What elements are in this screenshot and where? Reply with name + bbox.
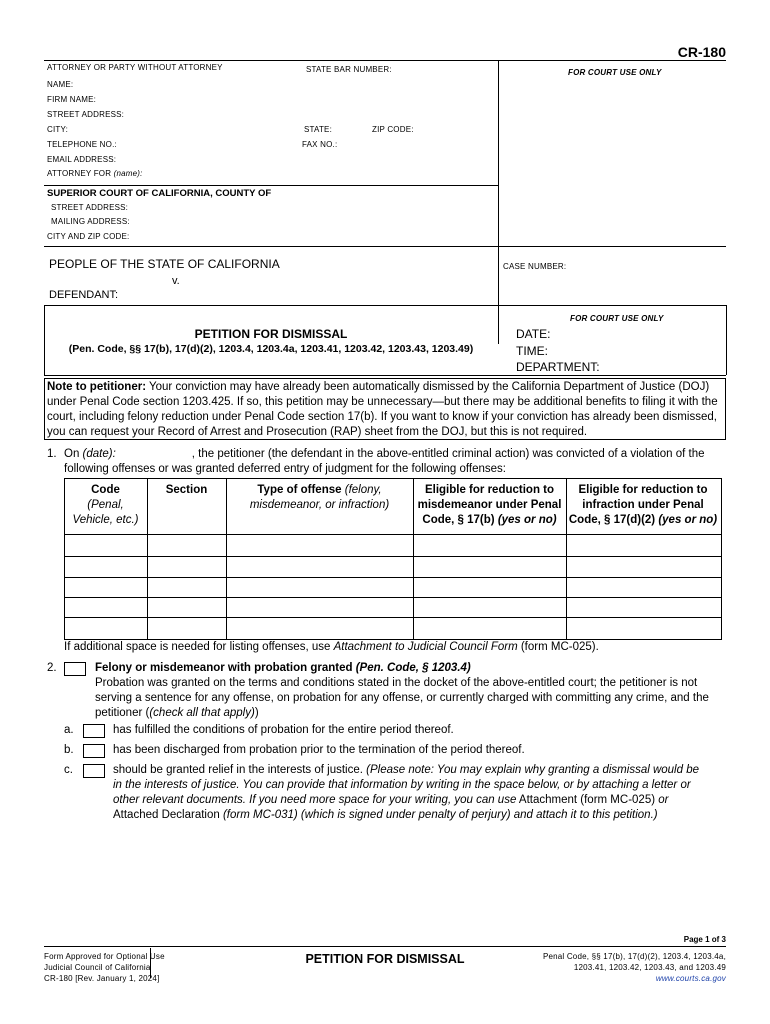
courts-link[interactable]: www.courts.ca.gov xyxy=(655,974,726,983)
item2c-checkbox[interactable] xyxy=(83,764,105,778)
petition-title: PETITION FOR DISMISSAL xyxy=(194,327,348,341)
court-use-only-label-2: FOR COURT USE ONLY xyxy=(570,314,664,323)
footer-title: PETITION FOR DISMISSAL xyxy=(305,952,465,966)
table-header-section: Section xyxy=(165,484,208,496)
explanation-area[interactable] xyxy=(113,826,723,926)
court-use-only-label: FOR COURT USE ONLY xyxy=(568,68,662,77)
attorney-court-divider xyxy=(44,185,499,186)
table-row[interactable] xyxy=(65,618,720,638)
item2b-checkbox[interactable] xyxy=(83,744,105,758)
defendant-label[interactable]: DEFENDANT: xyxy=(49,289,119,301)
table-header-17d2: Eligible for reduction to infraction under Penal Code, § 17(d)(2) (yes or no) xyxy=(568,484,718,526)
footer-left: Form Approved for Optional Use Judicial Council of California CR-180 [Rev. January 1, 2024] xyxy=(44,952,165,983)
item2b-label: b. xyxy=(64,744,74,756)
table-row[interactable] xyxy=(65,557,720,577)
footer-right: Penal Code, §§ 17(b), 17(d)(2), 1203.4, 1203.4a, 1203.41, 1203.42, 1203.43, and 1203.49 www.courts.ca.gov xyxy=(542,952,726,983)
item2-number: 2. xyxy=(47,662,57,674)
item2a-checkbox[interactable] xyxy=(83,724,105,738)
page-number: Page 1 of 3 xyxy=(683,935,726,944)
petition-box-bottom xyxy=(44,375,726,376)
item2-p2: serving a sentence for any offense, on probation for any offense, or currently charged with committing any crime, and the xyxy=(95,692,709,704)
firm-name-label[interactable]: FIRM NAME: xyxy=(47,95,97,104)
state-bar-label: STATE BAR NUMBER: xyxy=(306,65,392,74)
item2-p1: Probation was granted on the terms and conditions stated in the docket of the above-entitled court; the petitioner is not xyxy=(95,677,698,689)
note-lead: Note to petitioner: xyxy=(47,381,147,393)
table-row[interactable] xyxy=(65,578,720,597)
court-case-divider xyxy=(44,246,726,247)
petition-codes: (Pen. Code, §§ 17(b), 17(d)(2), 1203.4, 1203.4a, 1203.41, 1203.42, 1203.43, 1203.49) xyxy=(68,343,474,355)
table-header-type: Type of offense (felony, misdemeanor, or infraction) xyxy=(249,484,390,511)
zip-label[interactable]: ZIP CODE: xyxy=(372,125,414,134)
header-top-rule xyxy=(44,60,726,61)
item2-checkbox[interactable] xyxy=(64,662,86,676)
item1-text: On (date): , the petitioner (the defendant in the above-entitled criminal action) was convicted of a violation of the xyxy=(64,448,705,460)
people-label: PEOPLE OF THE STATE OF CALIFORNIA xyxy=(49,257,280,271)
item1-line2: following offenses or was granted deferred entry of judgment for the following offenses: xyxy=(64,463,506,475)
name-label[interactable]: NAME: xyxy=(47,80,74,89)
item2c-text: should be granted relief in the interests of justice. (Please note: You may explain why granting a dismissal would be in the interests of justice. You can provide that information by writing in the space below, or by attaching a letter or other relevant documents. If you need more space for your writing, you can use Attachment (form MC-025) or Attached Declaration (form MC-031) (which is signed under penalty of perjury) and attach it to this petition.) xyxy=(113,764,699,821)
item1-number: 1. xyxy=(47,448,57,460)
table-row[interactable] xyxy=(65,598,720,617)
attorney-label: ATTORNEY OR PARTY WITHOUT ATTORNEY xyxy=(47,63,223,72)
item2b-text: has been discharged from probation prior to the termination of the period thereof. xyxy=(113,744,525,756)
time-label[interactable]: TIME: xyxy=(516,344,548,358)
table-header-code: Code (Penal, Vehicle, etc.) xyxy=(72,484,139,526)
street-address-label[interactable]: STREET ADDRESS: xyxy=(47,110,125,119)
attorney-for-label[interactable]: ATTORNEY FOR (name): xyxy=(47,169,143,178)
court-street-label[interactable]: STREET ADDRESS: xyxy=(51,203,129,212)
court-mailing-label[interactable]: MAILING ADDRESS: xyxy=(51,217,130,226)
item2a-text: has fulfilled the conditions of probation for the entire period thereof. xyxy=(113,724,454,736)
versus-label: v. xyxy=(172,275,180,287)
item2a-label: a. xyxy=(64,724,74,736)
fax-label[interactable]: FAX NO.: xyxy=(302,140,338,149)
additional-space-note: If additional space is needed for listing offenses, use Attachment to Judicial Council Form (form MC-025). xyxy=(64,641,599,653)
petition-box-right xyxy=(726,305,727,375)
header-vertical-divider xyxy=(498,60,499,344)
item2-title: Felony or misdemeanor with probation granted (Pen. Code, § 1203.4) xyxy=(95,662,471,674)
court-title: SUPERIOR COURT OF CALIFORNIA, COUNTY OF xyxy=(47,188,272,199)
department-label[interactable]: DEPARTMENT: xyxy=(516,360,600,374)
form-id: CR-180 xyxy=(677,44,726,60)
item2-p3: petitioner ((check all that apply)) xyxy=(95,707,259,719)
city-label[interactable]: CITY: xyxy=(47,125,69,134)
table-header-17b: Eligible for reduction to misdemeanor under Penal Code, § 17(b) (yes or no) xyxy=(417,484,562,526)
date-label[interactable]: DATE: xyxy=(516,327,551,341)
telephone-label[interactable]: TELEPHONE NO.: xyxy=(47,140,117,149)
case-petition-divider xyxy=(44,305,726,306)
table-row[interactable] xyxy=(65,535,720,556)
item2c-label: c. xyxy=(64,764,73,776)
case-number-label[interactable]: CASE NUMBER: xyxy=(503,262,567,271)
state-label[interactable]: STATE: xyxy=(304,125,333,134)
email-label[interactable]: EMAIL ADDRESS: xyxy=(47,155,117,164)
footer-rule xyxy=(44,946,726,947)
court-city-label[interactable]: CITY AND ZIP CODE: xyxy=(47,232,130,241)
note-text: Note to petitioner: Your conviction may have already been automatically dismissed by the California Department of Justice (DOJ) under Penal Code section 1203.425. If so, this petition may be unnecessary—but there may be additional benefits to filing it with the court, including felony reduction under Penal Code section 17(b). If you want to know if your conviction has already been dismissed, you can request your Record of Arrest and Prosecution (RAP) sheet from the DOJ, but this is not required. xyxy=(47,381,718,438)
